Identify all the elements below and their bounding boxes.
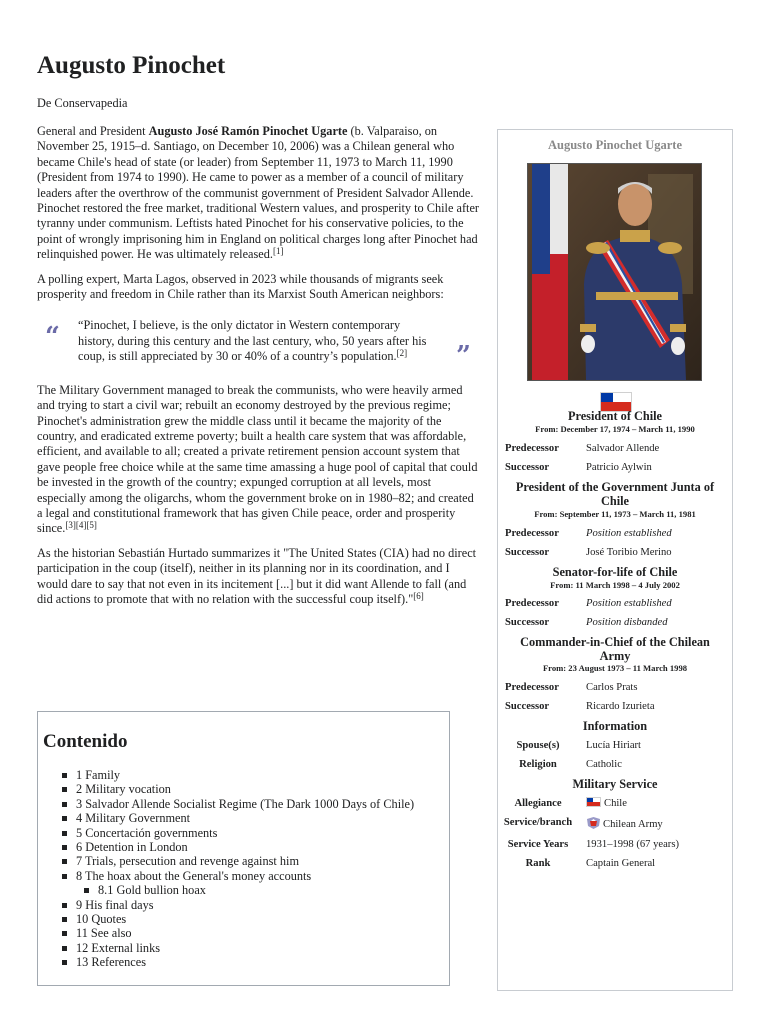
pinochet-portrait[interactable]: [527, 163, 702, 381]
senator-dates: From: 11 March 1998 – 4 July 2002: [550, 580, 680, 590]
quote-text: “Pinochet, I believe, is the only dictator in Western contemporary history, during this century and the last century, who, 50 years after his coup, is still appreciated by 30 or 40% of a country’s population.: [78, 318, 427, 364]
junta-heading-line1: President of the Government Junta of: [515, 480, 715, 494]
toc-item[interactable]: 10 Quotes: [62, 912, 414, 926]
predecessor-label: Predecessor: [505, 528, 559, 539]
senator-successor: [586, 616, 668, 629]
toc-item[interactable]: 3 Salvador Allende Socialist Regime (The Dark 1000 Days of Chile): [62, 797, 414, 811]
historian-paragraph: [37, 546, 480, 608]
successor-label: Successor: [505, 547, 550, 558]
religion-value[interactable]: Catholic: [586, 759, 622, 770]
service-years-value: 1931–1998 (67 years): [586, 839, 679, 850]
allegiance-label: Allegiance: [514, 798, 562, 809]
commander-heading-line2: Army: [599, 649, 631, 663]
infobox: [497, 129, 733, 991]
senator-predecessor-text: Position established: [586, 598, 672, 609]
section-junta: [498, 480, 732, 508]
junta-predecessor: [586, 527, 672, 540]
rank-value[interactable]: Captain General: [586, 858, 656, 869]
junta-heading-line2: Chile: [600, 494, 629, 508]
junta-dates: From: September 11, 1973 – March 11, 1981: [534, 509, 696, 519]
toc-subitem[interactable]: 8.1 Gold bullion hoax: [84, 883, 414, 897]
subject-full-name: Augusto José Ramón Pinochet Ugarte: [148, 124, 348, 138]
toc-title: Contenido: [43, 731, 128, 752]
page-title: Augusto Pinochet: [37, 52, 226, 79]
close-quote-icon: ”: [456, 341, 471, 372]
president-successor[interactable]: Patricio Aylwin: [586, 462, 652, 473]
table-of-contents: [37, 711, 450, 986]
toc-item[interactable]: 6 Detention in London: [62, 840, 414, 854]
toc-item[interactable]: 9 His final days: [62, 898, 414, 912]
junta-predecessor-text: Position established: [586, 528, 672, 539]
commander-successor[interactable]: Ricardo Izurieta: [586, 701, 655, 712]
poll-paragraph: A polling expert, Marta Lagos, observed in 2023 while thousands of migrants seek prosperity and freedom in Chile rather than its Marxist South American neighbors:: [37, 271, 444, 302]
senator-successor-text: Position disbanded: [586, 617, 668, 628]
service-years-label: Service Years: [507, 839, 569, 850]
service-branch-label: Service/branch: [503, 817, 573, 828]
article-body: [37, 124, 480, 616]
toc-item[interactable]: 2 Military vocation: [62, 782, 414, 796]
blockquote: [37, 318, 480, 372]
service-branch-value: [586, 817, 663, 831]
toc-item[interactable]: 13 References: [62, 955, 414, 969]
successor-label: Successor: [505, 701, 550, 712]
religion-label: Religion: [519, 759, 557, 770]
toc-item[interactable]: 5 Concertación governments: [62, 826, 414, 840]
allegiance-value: [586, 797, 627, 810]
service-branch-text[interactable]: Chilean Army: [603, 819, 663, 830]
president-dates: From: December 17, 1974 – March 11, 1990: [535, 424, 695, 434]
intro-text-start: General and President: [37, 124, 149, 138]
allegiance-text[interactable]: Chile: [604, 798, 627, 809]
site-subtitle: De Conservapedia: [37, 96, 128, 110]
reference-link[interactable]: [6]: [413, 590, 424, 601]
military-government-paragraph: [37, 383, 480, 537]
section-military-service: Military Service: [572, 777, 658, 791]
section-commander: [498, 635, 732, 663]
infobox-title: Augusto Pinochet Ugarte: [547, 138, 682, 152]
portrait-image: [528, 164, 701, 380]
intro-text: (b. Valparaiso, on November 25, 1915–d. Santiago, on December 10, 2006) was a Chilean general who became Chile's head of state (or leader) from September 11, 1973 to March 11, 1990 (President from 1974 to 1990). He came to power as a member of a council of military leaders after the overthrow of the communist government of President Salvador Allende. Pinochet restored the free market, traditional Western values, and prosperity to Chile after tyranny under communism. Leftists hated Pinochet for his conservative policies, to the point of wrongly imprisoning him in England on political charges long after Pinochet had relinquished power. He was ultimately released.: [37, 124, 480, 262]
chile-flag-icon: [586, 797, 601, 807]
toc-item[interactable]: 12 External links: [62, 941, 414, 955]
senator-predecessor: [586, 597, 672, 610]
chilean-army-emblem-icon: [586, 817, 601, 829]
section-information: Information: [582, 719, 648, 733]
junta-successor[interactable]: José Toribio Merino: [586, 547, 672, 558]
spouse-value[interactable]: Lucía Hiriart: [586, 740, 642, 751]
toc-item[interactable]: 11 See also: [62, 926, 414, 940]
reference-link[interactable]: [1]: [272, 246, 284, 257]
predecessor-label: Predecessor: [505, 682, 559, 693]
reference-link[interactable]: [3][4][5]: [65, 520, 97, 531]
commander-predecessor[interactable]: Carlos Prats: [586, 682, 638, 693]
commander-dates: From: 23 August 1973 – 11 March 1998: [542, 663, 688, 673]
toc-list: [62, 768, 414, 969]
section-senator: Senator-for-life of Chile: [552, 565, 678, 579]
toc-item[interactable]: 4 Military Government: [62, 811, 414, 825]
reference-link[interactable]: [2]: [396, 348, 408, 359]
rank-label: Rank: [525, 858, 551, 869]
section-president: President of Chile: [567, 409, 663, 423]
intro-paragraph: [37, 124, 480, 263]
toc-item[interactable]: 1 Family: [62, 768, 414, 782]
toc-item[interactable]: 8 The hoax about the General's money accounts: [62, 869, 414, 883]
open-quote-icon: “: [45, 322, 60, 353]
commander-heading-line1: Commander-in-Chief of the Chilean: [520, 635, 710, 649]
predecessor-label: Predecessor: [505, 443, 559, 454]
president-predecessor[interactable]: Salvador Allende: [586, 443, 660, 454]
successor-label: Successor: [505, 462, 550, 473]
military-text: The Military Government managed to break the communists, who were heavily armed and trying to start a civil war; rebuilt an economy destroyed by the previous regime; Pinochet's administration grew the middle class until it became the majority of the country, and eradicated extreme poverty; built a health care system that was affordable, efficient, and available to all; created a private retirement pension account system that gave people free choice while at the same time amassing a huge pool of capital that could be invested in the growth of the country; expunged corruption at all levels, most especially among the oligarchs, whom the government broke on in 1980–82; and created a legal and constitutional framework that has given Chile peace, order and prosperity since.: [37, 382, 478, 536]
historian-text: As the historian Sebastián Hurtado summarizes it "The United States (CIA) had no direct participation in the coup (itself), neither in its planning nor in its coordination, and I would dare to say that not even in its incitement [...] but it did want Allende to fall (and did actions to promote that with no relation with the successful coup itself).": [37, 545, 477, 606]
toc-item[interactable]: 7 Trials, persecution and revenge against him: [62, 854, 414, 868]
predecessor-label: Predecessor: [505, 598, 559, 609]
successor-label: Successor: [505, 617, 550, 628]
spouse-label: Spouse(s): [516, 740, 560, 751]
